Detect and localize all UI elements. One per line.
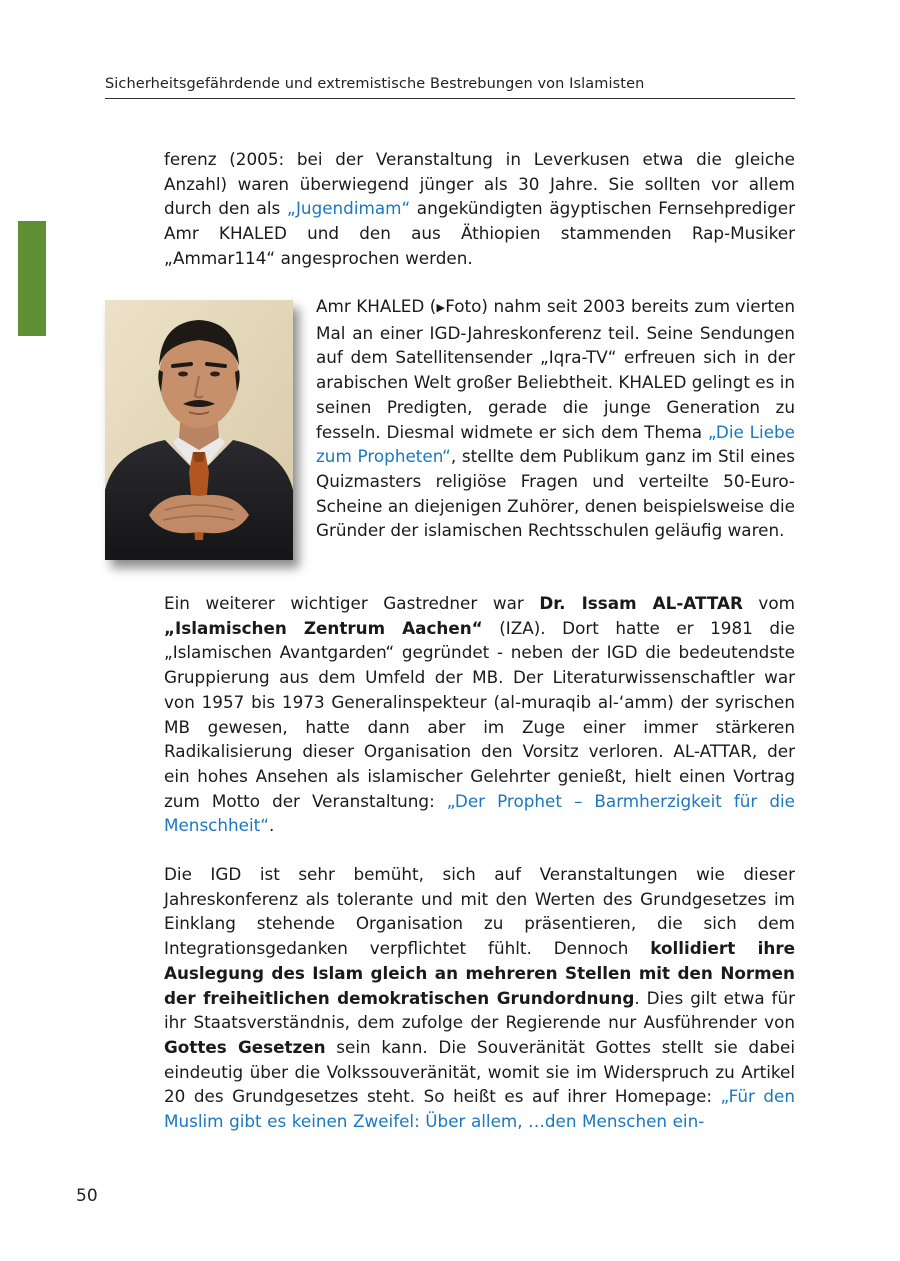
text-run: , stellte dem Publikum ganz im Stil eines Quizmasters religiöse Fragen und verteilte 50-Euro-Scheine an diejenigen Zuhörer, denen beispielsweise die Gründer der islamischen Rechtsschulen geläufig waren. bbox=[316, 446, 795, 541]
page-number: 50 bbox=[76, 1186, 98, 1206]
bold-statement: kollidiert ihre Auslegung des Islam gleich an mehreren Stellen mit den Normen der freiheitlichen demokratischen Grundordnung bbox=[164, 938, 795, 1008]
text-run: vom bbox=[742, 593, 795, 613]
running-header: Sicherheitsgefährdende und extremistische Bestrebungen von Islamisten bbox=[105, 76, 795, 99]
portrait-photo bbox=[105, 300, 293, 560]
text-run: . bbox=[268, 815, 275, 836]
paragraph-3 bbox=[164, 591, 795, 838]
text-run: Die IGD ist sehr bemüht, sich auf Veranstaltungen wie dieser Jahreskonferenz als tolerante und mit den Werten des Grundgesetzes im Einklang stehende Organisation zu präsentieren, die sich dem Integrationsgedanken verpflichtet fühlt. Dennoch bbox=[164, 864, 795, 959]
quote-link: „Für den Muslim gibt es keinen Zweifel: Über allem, …den Menschen ein- bbox=[164, 1086, 796, 1132]
photo-caption-paragraph bbox=[316, 294, 795, 543]
text-run: Ein weiterer wichtiger Gastredner war bbox=[164, 593, 540, 613]
quote-link: „Der Prophet – Barmherzigkeit für die Menschheit“ bbox=[164, 790, 795, 836]
quote-link: „Die Liebe zum Propheten“ bbox=[316, 421, 795, 467]
text-run: Foto) nahm seit 2003 bereits zum vierten Mal an einer IGD-Jahreskonferenz teil. Seine Sendungen auf dem Satellitensender „Iqra-TV“ erfreuen sich in der arabischen Welt großer Beliebtheit. KHALED gelingt es in seinen Predigten, gerade die junge Generation zu fesseln. Diesmal widmete er sich dem Thema bbox=[316, 296, 796, 442]
text-run: . Dies gilt etwa für ihr Staatsverständnis, dem zufolge der Regierende nur Ausführender von bbox=[164, 987, 795, 1033]
bold-org: „Islamischen Zentrum Aachen“ bbox=[164, 617, 483, 638]
chapter-marker-bar bbox=[18, 221, 46, 336]
quote-link: „Jugendimam“ bbox=[286, 198, 411, 219]
text-run: sein kann. Die Souveränität Gottes stellt sie dabei eindeutig über die Volkssouveränität, womit sie im Widerspruch zu Artikel 20 des Grundgesetzes steht. So heißt es auf ihrer Homepage: bbox=[164, 1036, 796, 1107]
text-run: (IZA). Dort hatte er 1981 die „Islamischen Avantgarden“ gegründet - neben der IGD die bedeutendste Gruppierung aus dem Umfeld der MB. Der Literaturwissenschaftler war von 1957 bis 1973 Generalinspekteur (al-muraqib al-‘amm) der syrischen MB gewesen, hatte dann aber im Zuge einer immer stärkeren Radikalisierung dieser Organisation den Vorsitz verloren. AL-ATTAR, der ein hohes Ansehen als islamischer Gelehrter genießt, hielt einen Vortrag zum Motto der Veranstaltung: bbox=[164, 617, 795, 811]
arrow-right-icon: ▶ bbox=[436, 301, 446, 314]
text-run: angekündigten ägyptischen Fernsehprediger Amr KHALED und den aus Äthiopien stammenden Rap-Musiker „Ammar114“ angesprochen werden. bbox=[164, 198, 795, 268]
paragraph-4 bbox=[164, 862, 795, 1134]
bold-term: Gottes Gesetzen bbox=[164, 1036, 326, 1057]
text-run: ferenz (2005: bei der Veranstaltung in Leverkusen etwa die gleiche Anzahl) waren überwiegend jünger als 30 Jahre. Sie sollten vor allem durch den als bbox=[164, 149, 795, 219]
text-run: Amr KHALED ( bbox=[316, 296, 437, 316]
paragraph-1 bbox=[164, 147, 795, 271]
bold-name: Dr. Issam AL-ATTAR bbox=[539, 593, 743, 613]
